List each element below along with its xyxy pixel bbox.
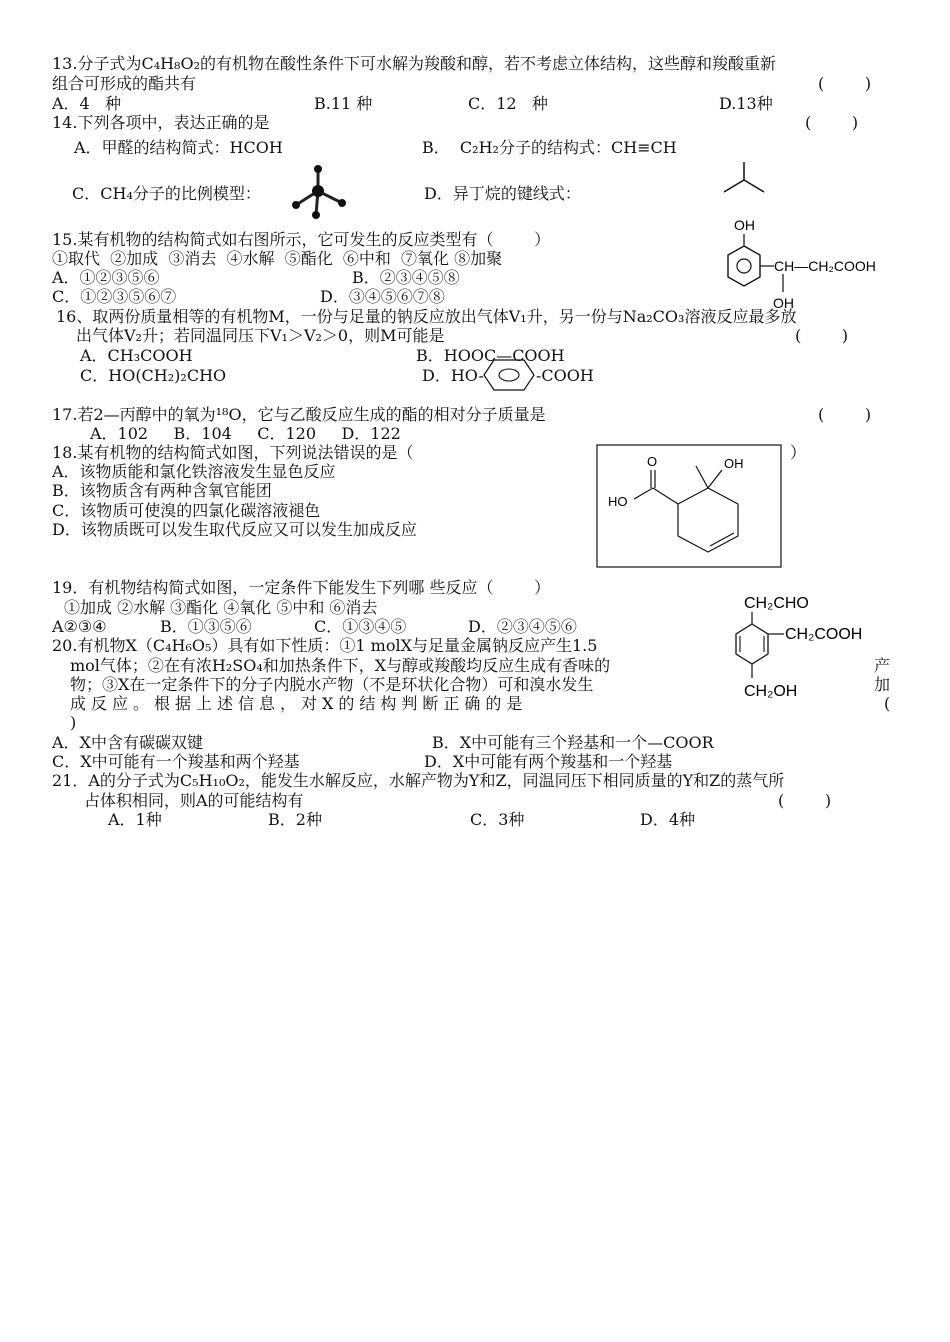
q18-structure-figure [596,444,782,568]
q15-option-d: D．③④⑤⑥⑦⑧ [320,287,445,306]
q19-option-c: C．①③④⑤ [314,617,407,636]
q18-option-c: C．该物质可使溴的四氯化碳溶液褪色 [52,501,321,520]
benzene-ring-figure [482,358,536,392]
q21-option-b: B．2种 [268,810,322,829]
q19-option-d: D．②③④⑤⑥ [468,617,577,636]
q19-ch2cooh-label: CH₂COOH [785,626,863,643]
q13-answer-paren: ( ) [818,74,872,93]
q19-stem: 19．有机物结构简式如图，一定条件下能发生下列哪 些反应（ ） [52,578,551,597]
q21-line1: 21．A的分子式为C₅H₁₀O₂，能发生水解反应，水解产物为Y和Z，同温同压下相同质量的Y和Z的蒸气所 [52,771,785,790]
q16-line1: 16、取两份质量相等的有机物M，一份与足量的钠反应放出气体V₁升，另一份与Na₂CO₃溶液反应最多放 [56,307,797,326]
q20-margin-text-2: 加 [874,675,891,694]
q21-option-d: D．4种 [640,810,696,829]
q20-option-b: B．X中可能有三个羟基和一个—COOR [432,733,714,752]
q21-line2: 占体积相同，则A的可能结构有 [84,791,304,810]
q15-side-chain-label: CH—CH₂COOH [774,258,876,274]
q20-line2: mol气体；②在有浓H₂SO₄和加热条件下，X与醇或羧酸均反应生成有香味的 [70,656,611,675]
q14-stem: 14.下列各项中，表达正确的是 [52,113,270,132]
q15-option-a: A．①②③⑤⑥ [52,268,160,287]
q19-reaction-list: ①加成 ②水解 ③酯化 ④氧化 ⑤中和 ⑥消去 [64,598,378,617]
q15-reaction-list: ①取代 ②加成 ③消去 ④水解 ⑤酯化 ⑥中和 ⑦氧化 ⑧加聚 [52,249,503,268]
q19-ch2oh-label: CH₂OH [744,683,798,700]
q13-option-d: D.13种 [719,94,773,113]
q18-carbonyl-o-label: O [647,454,658,469]
q16-line2: 出气体V₂升；若同温同压下V₁＞V₂＞0，则M可能是 [76,326,445,345]
q14-option-d: D．异丁烷的键线式： [424,184,581,203]
q16-option-d-prefix: D．HO- [422,366,484,385]
q20-line5: ) [70,713,77,732]
q13-option-a: A．4 种 [52,94,121,113]
q20-line4: 成反应。根据上述信息，对X的结构判断正确的是 [70,694,528,713]
q20-option-c: C．X中可能有一个羧基和两个羟基 [52,752,300,771]
q21-option-c: C．3种 [470,810,525,829]
q14-option-c: C．CH₄分子的比例模型： [72,184,261,203]
q18-option-b: B．该物质含有两种含氧官能团 [52,481,272,500]
ch4-model-figure [286,163,350,219]
q16-option-b: B．HOOC—COOH [416,346,565,365]
q17-options: A．102 B．104 C．120 D．122 [90,424,401,443]
q16-option-a: A．CH₃COOH [80,346,193,365]
q15-structure-figure [720,216,910,312]
q15-oh-bottom-label: OH [773,295,794,311]
q15-stem: 15.某有机物的结构简式如右图所示，它可发生的反应类型有（ ） [52,230,551,249]
q15-oh-top-label: OH [734,217,755,233]
q19-option-a: A②③④ [52,617,107,636]
q20-line3: 物；③X在一定条件下的分子内脱水产物（不是环状化合物）可和溴水发生 [70,675,594,694]
q15-option-b: B．②③④⑤⑧ [352,268,460,287]
q20-margin-text-3: ( [884,694,891,713]
q18-oh-label: OH [724,456,744,471]
q20-line1: 20.有机物X（C₄H₆O₅）具有如下性质：①1 molX与足量金属钠反应产生1.5 [52,636,598,655]
q18-ho-label: HO [608,494,628,509]
q18-close-paren: ） [790,443,807,462]
q19-structure-figure [722,590,872,706]
q18-stem: 18.某有机物的结构简式如图，下列说法错误的是（ [52,443,414,462]
q14-option-a: A．甲醛的结构简式：HCOH [74,138,283,157]
q15-option-c: C．①②③⑤⑥⑦ [52,287,177,306]
q18-option-a: A．该物质能和氯化铁溶液发生显色反应 [52,462,336,481]
q17-stem: 17.若2—丙醇中的氧为¹⁸O，它与乙酸反应生成的酯的相对分子质量是 [52,405,546,424]
q16-option-d-suffix: -COOH [536,366,594,385]
q19-option-b: B．①③⑤⑥ [160,617,252,636]
q14-answer-paren: ( ) [805,113,859,132]
q19-ch2cho-label: CH₂CHO [744,595,809,612]
q13-line1: 13.分子式为C₄H₈O₂的有机物在酸性条件下可水解为羧酸和醇，若不考虑立体结构，这些醇和羧酸重新 [52,54,777,73]
q21-answer-paren: ( ) [778,791,832,810]
q16-answer-paren: ( ) [795,326,849,345]
q13-line2: 组合可形成的酯共有 [52,74,197,93]
q21-option-a: A．1种 [108,810,162,829]
q13-option-c: C．12 种 [468,94,548,113]
q20-option-a: A．X中含有碳碳双键 [52,733,203,752]
q16-option-c: C．HO(CH₂)₂CHO [80,366,227,385]
q20-margin-text-1: 产 [874,656,891,675]
isobutane-skeletal-figure [720,158,770,198]
q13-option-b: B.11 种 [314,94,373,113]
q20-option-d: D．X中可能有两个羧基和一个羟基 [424,752,673,771]
q18-option-d: D．该物质既可以发生取代反应又可以发生加成反应 [52,520,417,539]
q17-answer-paren: ( ) [818,405,872,424]
q14-option-b: B． C₂H₂分子的结构式：CH≡CH [422,138,677,157]
